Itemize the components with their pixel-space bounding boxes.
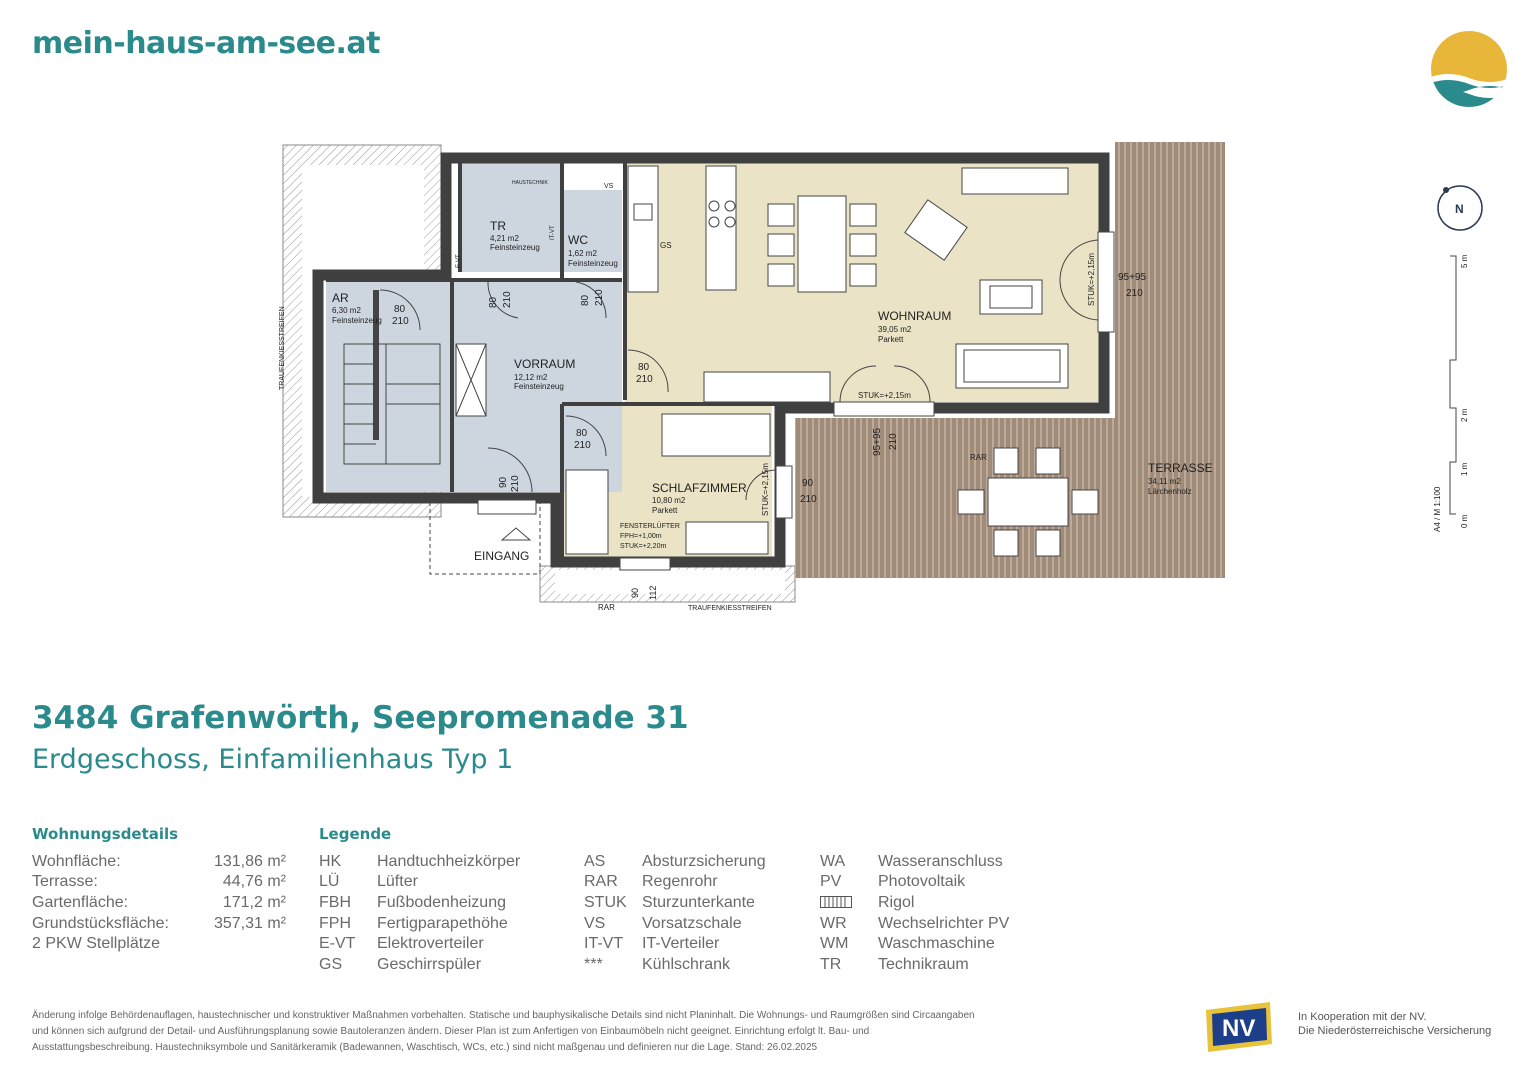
legend-text: Elektroverteiler: [377, 935, 484, 952]
scale-text: A4 / M 1:100: [1433, 486, 1442, 532]
entrance-marker-icon: [502, 528, 530, 540]
legend-abbr: PV: [820, 873, 842, 890]
room-wc-floor: Feinsteinzeug: [568, 259, 618, 268]
window-bed-height: 210: [800, 494, 817, 505]
evt-label: E-VT: [456, 254, 462, 268]
window-east-width: 95+95: [1118, 272, 1147, 283]
door-wohn-height: 210: [636, 374, 653, 385]
door-entry-width: 90: [498, 476, 509, 488]
legend-text: Sturzunterkante: [642, 894, 755, 911]
window-east-height: 210: [1126, 288, 1143, 299]
rar-bottom-label: RAR: [598, 603, 615, 612]
scale-bar: [1450, 256, 1456, 514]
disclaimer-text: Änderung infolge Behördenauflagen, haustechnischer und konstruktiver Maßnahmen vorbehalten. Statische und bauphysikalische Details sind nicht Planinhalt. Die Wohnungs- und Raumgrößen sind Circaangaben und können sich aufgrund der Detail- und Ausführungsplanung sowie Bautoleranzen ändern. Dieser Plan ist zum Anfertigen von Einbaumöbeln nicht geeignet. Einrichtung erfolgt lt. Bau- und Ausstattungsbeschreibung. Haustechniksymbole und Sanitärkeramik (Badewannen, Waschtisch, WCs, etc.) sind nicht maßgenau und definieren nur die Lage. Stand: 26.02.2025: [32, 1010, 975, 1053]
room-tr-name: TR: [490, 219, 506, 233]
north-label: N: [1455, 202, 1464, 216]
legend-abbr: TR: [820, 956, 842, 973]
fenster-stuk: STUK=+2,20m: [620, 543, 667, 550]
detail-label: Terrasse:: [32, 873, 98, 890]
room-terrasse-floor: Lärchenholz: [1148, 487, 1192, 496]
detail-value: 171,2 m²: [222, 894, 286, 911]
scale-tick-2: 2 m: [1460, 408, 1469, 422]
room-wc-area: 1,62 m2: [568, 249, 597, 258]
vs-label: VS: [604, 183, 614, 190]
legend-text: Photovoltaik: [878, 873, 966, 890]
nv-logo-text: NV: [1222, 1015, 1256, 1042]
legend-abbr: E-VT: [319, 935, 356, 952]
legend-abbr: LÜ: [319, 873, 340, 890]
room-wohnraum-floor: Parkett: [878, 335, 904, 344]
detail-value: 44,76 m²: [222, 873, 286, 890]
room-wohnraum-name: WOHNRAUM: [878, 309, 952, 323]
detail-label: Gartenfläche:: [32, 894, 129, 911]
room-tr-floor: Feinsteinzeug: [490, 243, 540, 252]
haustechnik-label: HAUSTECHNIK: [512, 180, 548, 186]
nv-logo-icon: [1204, 1002, 1274, 1052]
legend-heading: Legende: [319, 825, 392, 843]
legend-abbr: GS: [319, 956, 343, 973]
legend-abbr: WM: [820, 935, 849, 952]
traufe-left-label: TRAUFENKIESSTREIFEN: [279, 306, 286, 390]
stuk-south-label: STUK=+2,15m: [858, 391, 911, 400]
legend-abbr: VS: [584, 915, 606, 932]
bottom-width-90: 90: [630, 587, 640, 598]
detail-value: 131,86 m²: [213, 853, 286, 870]
stuk-bedroom-label: STUK=+2,15m: [761, 463, 770, 516]
legend-text: IT-Verteiler: [642, 935, 720, 952]
traufe-bottom-label: TRAUFENKIESSTREIFEN: [688, 605, 772, 612]
room-terrasse-name: TERRASSE: [1148, 461, 1213, 475]
door-wc-height: 210: [594, 289, 605, 306]
room-wc-name: WC: [568, 233, 588, 247]
room-vorraum-floor: Feinsteinzeug: [514, 382, 564, 391]
legend-text: Fußbodenheizung: [377, 894, 506, 911]
rigol-icon: [820, 896, 852, 908]
room-ar-area: 6,30 m2: [332, 306, 361, 315]
door-wc-width: 80: [580, 294, 591, 306]
door-tr-width: 80: [488, 296, 499, 308]
room-terrasse-area: 34,11 m2: [1148, 477, 1181, 486]
room-schlafzimmer-name: SCHLAFZIMMER: [652, 481, 747, 495]
details-heading: Wohnungsdetails: [32, 825, 179, 843]
legend-text: Technikraum: [878, 956, 969, 973]
room-vorraum-area: 12,12 m2: [514, 373, 548, 382]
detail-value: 357,31 m²: [213, 915, 286, 932]
legend-text: Waschmaschine: [878, 935, 995, 952]
door-schlaf-width: 80: [576, 428, 588, 439]
door-wohn-width: 80: [638, 362, 650, 373]
cooperation-note: [1298, 1010, 1491, 1038]
legend-abbr: STUK: [584, 894, 627, 911]
coop-line-2: Die Niederösterreichische Versicherung: [1298, 1025, 1492, 1037]
window-south-width: 95+95: [872, 427, 883, 456]
address-title: 3484 Grafenwörth, Seepromenade 31: [32, 700, 689, 736]
door-ar-width: 80: [394, 304, 406, 315]
fenster-fph: FPH=+1,00m: [620, 533, 662, 540]
legend-text: Wasseranschluss: [878, 853, 1003, 870]
legend-abbr: WA: [820, 853, 846, 870]
itvt-label: IT-VT: [550, 225, 556, 240]
scale-tick-0: 0 m: [1460, 514, 1469, 528]
eingang-label: EINGANG: [474, 549, 530, 563]
window-south-height: 210: [888, 433, 899, 450]
legend-abbr: RAR: [584, 873, 618, 890]
room-schlafzimmer-area: 10,80 m2: [652, 496, 686, 505]
site-title[interactable]: mein-haus-am-see.at: [32, 26, 380, 61]
gs-label: GS: [660, 241, 672, 250]
legend-abbr: IT-VT: [584, 935, 624, 952]
legend-abbr: WR: [820, 915, 847, 932]
door-entry-height: 210: [510, 475, 521, 492]
legend-text: Rigol: [878, 894, 915, 911]
detail-label: Wohnfläche:: [32, 853, 121, 870]
legend-abbr: FPH: [319, 915, 351, 932]
legend-text: Kühlschrank: [642, 956, 731, 973]
fenster-title: FENSTERLÜFTER: [620, 523, 680, 530]
stuk-east-label: STUK=+2,15m: [1087, 253, 1096, 306]
bottom-height-112: 112: [648, 585, 658, 600]
detail-label: 2 PKW Stellplätze: [32, 935, 161, 952]
window-bed-width: 90: [802, 478, 814, 489]
legend-text: Wechselrichter PV: [878, 915, 1010, 932]
legend-text: Geschirrspüler: [377, 956, 482, 973]
detail-label: Grundstücksfläche:: [32, 915, 169, 932]
rar-terrace-label: RAR: [970, 453, 987, 462]
dining-set: [768, 196, 876, 292]
tr-floor: [462, 162, 562, 272]
legend-abbr: AS: [584, 853, 606, 870]
legend-abbr: ***: [584, 956, 603, 973]
legend-text: Handtuchheizkörper: [377, 853, 521, 870]
door-tr-height: 210: [502, 291, 513, 308]
door-schlaf-height: 210: [574, 440, 591, 451]
legend-text: Vorsatzschale: [642, 915, 742, 932]
room-wohnraum-area: 39,05 m2: [878, 325, 912, 334]
legend-abbr: HK: [319, 853, 342, 870]
legend-text: Regenrohr: [642, 873, 718, 890]
room-vorraum-name: VORRAUM: [514, 357, 576, 371]
room-tr-area: 4,21 m2: [490, 234, 519, 243]
legend-text: Fertigparapethöhe: [377, 915, 508, 932]
legend-text: Absturzsicherung: [642, 853, 766, 870]
plan-subtitle: Erdgeschoss, Einfamilienhaus Typ 1: [32, 744, 514, 775]
room-ar-floor: Feinsteinzeug: [332, 316, 382, 325]
door-ar-height: 210: [392, 316, 409, 327]
legend-text: Lüfter: [377, 873, 418, 890]
room-schlafzimmer-floor: Parkett: [652, 506, 678, 515]
room-ar-name: AR: [332, 291, 349, 305]
coop-line-1: In Kooperation mit der NV.: [1298, 1011, 1427, 1023]
legend-abbr: FBH: [319, 894, 351, 911]
scale-tick-5: 5 m: [1460, 254, 1469, 268]
scale-tick-1: 1 m: [1460, 462, 1469, 476]
